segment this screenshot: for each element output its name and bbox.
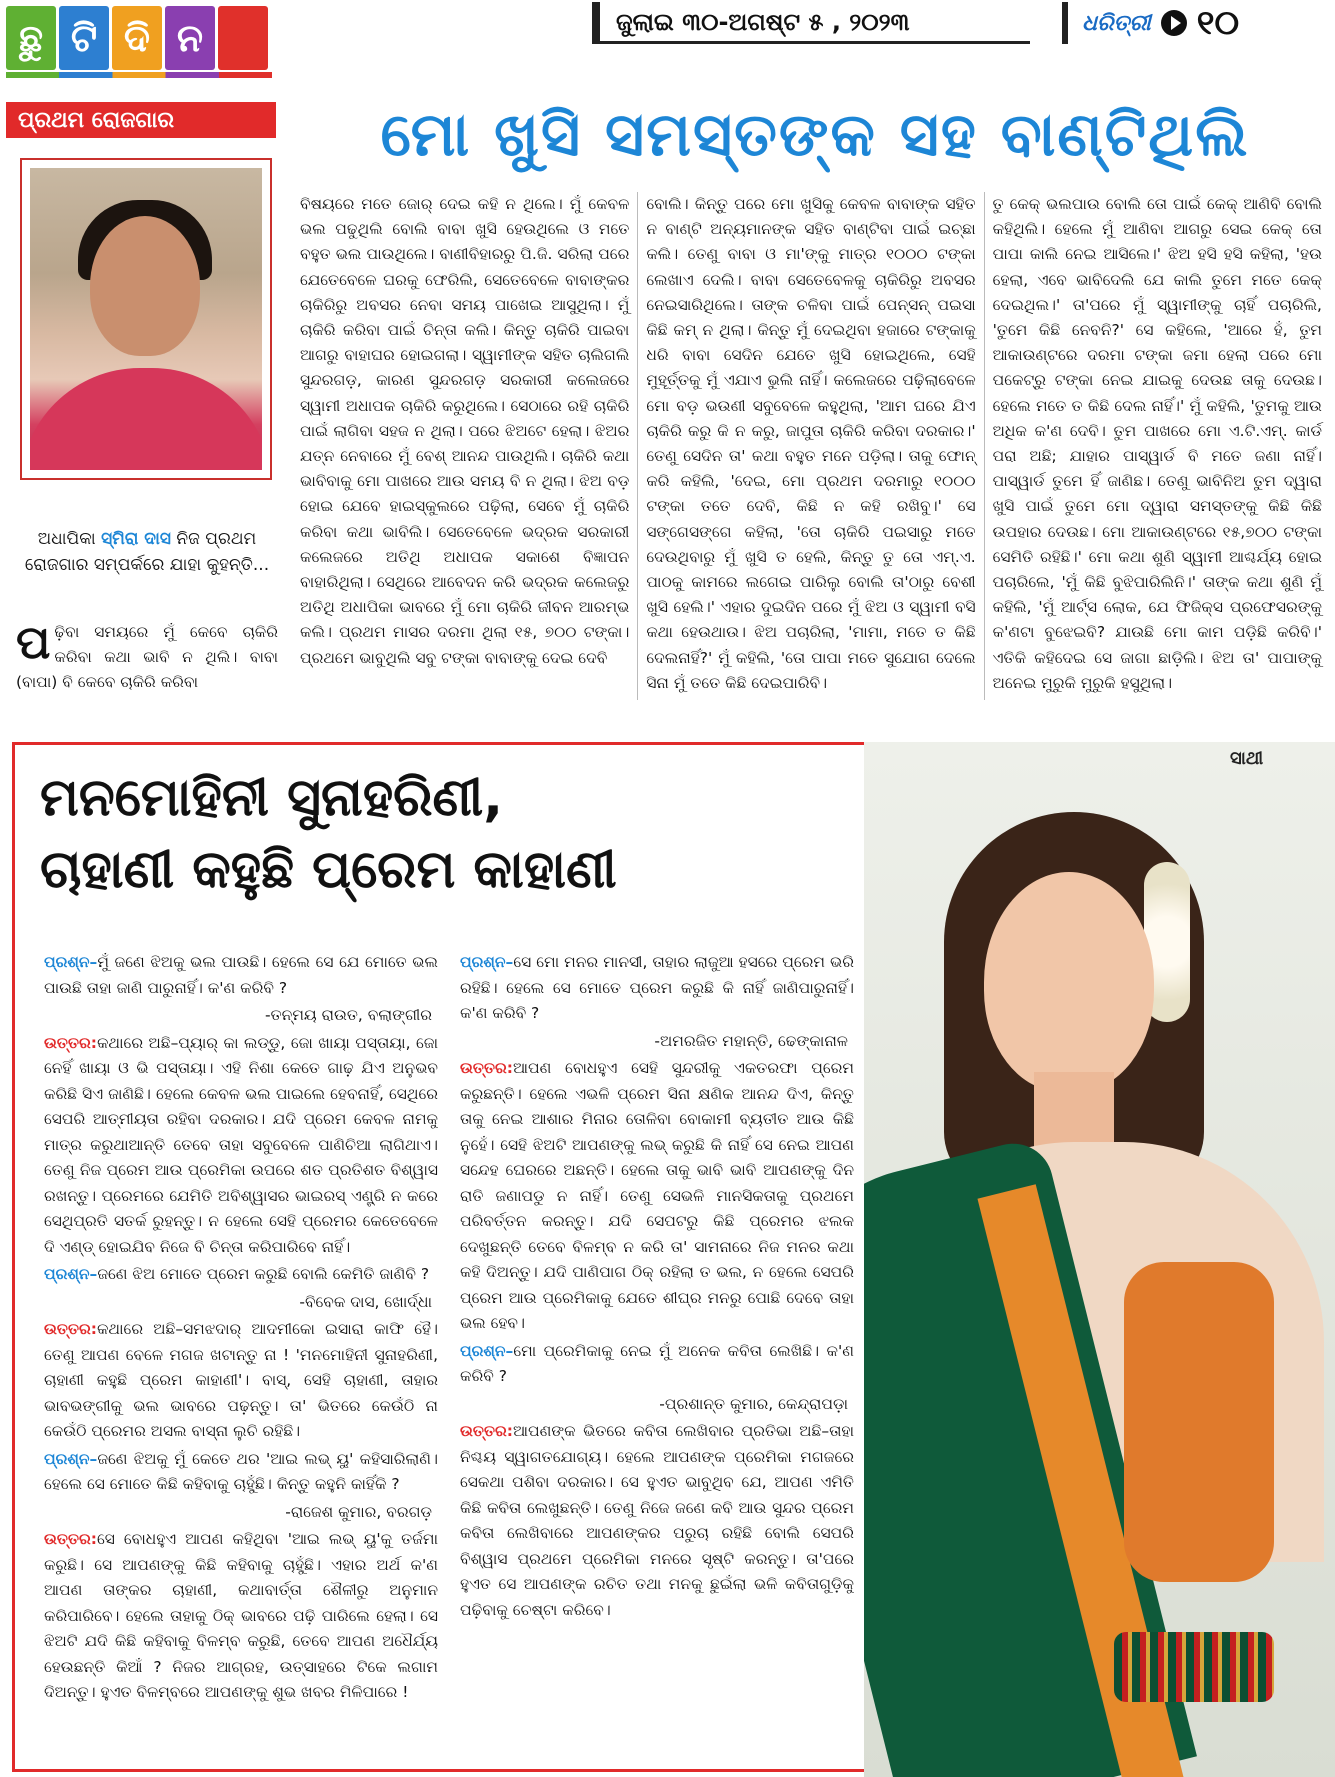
question	[44, 950, 438, 1001]
asker: -ରାଜେଶ କୁମାର, ବରଗଡ଼	[285, 1502, 432, 1521]
question	[44, 1447, 438, 1498]
qa-columns	[44, 950, 854, 1762]
page-number: ୧୦	[1196, 3, 1240, 43]
question-label: ପ୍ରଶ୍ନ–	[44, 953, 98, 971]
article-column-1: ବିଷୟରେ ମତେ ଜୋର୍ ଦେଇ କହି ନ ଥିଲେ। ମୁଁ କେବଳ ଭଲ ପଢୁଥିଲି ବୋଲି ବାବା ଖୁସି ହେଉଥିଲେ ଓ ମତେ ବହୁତ ଭଲ ପାଉଥିଲେ। ବାଣୀବିହାରରୁ ପି.ଜି. ସରିଲା ପରେ ଯେତେବେଳେ ଘରକୁ ଫେରିଲି, ସେତେବେଳେ ବାବାଙ୍କର ଚାକିରିରୁ ଅବସର ନେବା ସମୟ ପାଖେଇ ଆସୁଥିଲା। ମୁଁ ଚାକିରି କରିବା ପାଇଁ ଚିନ୍ତା କଲି। କିନ୍ତୁ ଚାକିରି ପାଇବା ଆଗରୁ ବାହାଘର ହୋଇଗଲା। ସ୍ୱାମୀଙ୍କ ସହିତ ଚାଲିଗଲି ସୁନ୍ଦରଗଡ଼, କାରଣ ସୁନ୍ଦରଗଡ଼ ସରକାରୀ କଲେଜରେ ସ୍ୱାମୀ ଅଧାପକ ଚାକିରି କରୁଥିଲେ। ସେଠାରେ ରହି ଚାକିରି ପାଇଁ ଲାଗିବା ସହଜ ନ ଥିଲା। ପରେ ଝିଅଟେ ହେଲା। ଝିଅର ଯତ୍ନ ନେବାରେ ମୁଁ ବେଶ୍ ଆନନ୍ଦ ପାଉଥିଲି। ଚାକିରି କଥା ଭାବିବାକୁ ମୋ ପାଖରେ ଆଉ ସମୟ ବି ନ ଥିଲା। ଝିଅ ବଡ଼ ହୋଇ ଯେବେ ହାଇସ୍କୁଲରେ ପଢ଼ିଲା, ସେବେ ମୁଁ ଚାକିରି କରିବା କଥା ଭାବିଲି। ସେତେବେଳେ ଭଦ୍ରକ ସରକାରୀ କଲେଜରେ ଅତିଥି ଅଧାପକ ସକାଶେ ବିଜ୍ଞାପନ ବାହାରିଥିଲା। ସେଥିରେ ଆବେଦନ କରି ଭଦ୍ରକ କଲେଜରୁ ଅତିଥି ଅଧାପିକା ଭାବରେ ମୁଁ ମୋ ଚାକିରି ଜୀବନ ଆରମ୍ଭ କଲି। ପ୍ରଥମ ମାସର ଦରମା ଥିଲା ୧୫, ୭୦୦ ଟଙ୍କା। ପ୍ରଥମେ ଭାବୁଥିଲି ସବୁ ଟଙ୍କା ବାବାଙ୍କୁ ଦେଇ ଦେବି	[300, 195, 630, 667]
question-text: ଜଣେ ଝିଅକୁ ମୁଁ କେତେ ଥର 'ଆଇ ଲଭ୍ ୟୁ' କହିସାରିଲାଣି। ହେଲେ ସେ ମୋତେ କିଛି କହିବାକୁ ଚାହୁଁଛି। କିନ୍ତୁ କହୁନି କାହିଁକି ?	[44, 1449, 438, 1493]
logo-letter-4: ନ	[165, 6, 215, 70]
caption-pre: ଅଧାପିକା	[37, 529, 102, 549]
logo-underline	[6, 72, 272, 78]
answer-label: ଉତ୍ତର:	[460, 1422, 513, 1440]
question-label: ପ୍ରଶ୍ନ–	[460, 1341, 514, 1360]
feature-headline-line1: ମନମୋହିନୀ ସୁନାହରିଣୀ,	[40, 768, 503, 828]
question-text: ମୋ ପ୍ରେମିକାକୁ ନେଇ ମୁଁ ଅନେକ କବିତା ଲେଖିଛି। କ'ଣ କରିବି ?	[460, 1341, 854, 1385]
section-logo	[6, 6, 268, 70]
answer	[44, 1317, 438, 1445]
question	[44, 1262, 438, 1288]
question-text: ମୁଁ ଜଣେ ଝିଅକୁ ଭଲ ପାଉଛି। ହେଲେ ସେ ଯେ ମୋତେ ଭଲ ପାଉଛି ତାହା ଜାଣି ପାରୁନାହିଁ। କ'ଣ କରିବି ?	[44, 953, 438, 997]
top-article-columns	[292, 192, 1330, 700]
model-face	[984, 872, 1154, 1092]
answer-text: କଥାରେ ଅଛି–ପ୍ୟାର୍ କା ଲଡ୍ଡୁ, ଜୋ ଖାୟା ପସ୍ତାୟା, ଜୋ ନେହିଁ ଖାୟା ଓ ଭି ପସ୍ତାୟା। ଏହି ନିଶା କେତେ ଗାଢ଼ ଯିଏ ଅନୁଭବ କରିଛି ସିଏ ଜାଣିଛି। ହେଲେ କେବଳ ଭଲ ପାଇଲେ ହେବନାହିଁ, ସେଥିରେ ସେପରି ଆତ୍ମୀୟତା ରହିବା ଦରକାର। ଯଦି ପ୍ରେମ କେବଳ ନାମକୁ ମାତ୍ର କରୁଥାଆନ୍ତି ତେବେ ତାହା ସବୁବେଳେ ପାଣିଚିଆ ଲାଗିଥାଏ। ତେଣୁ ନିଜ ପ୍ରେମ ଆଉ ପ୍ରେମିକା ଉପରେ ଶତ ପ୍ରତିଶତ ବିଶ୍ୱାସ ରଖନ୍ତୁ। ପ୍ରେମରେ ଯେମିତି ଅବିଶ୍ୱାସର ଭାଇରସ୍ ଏଣ୍ଟ୍ରି ନ କରେ ସେଥିପ୍ରତି ସତର୍କ ରୁହନ୍ତୁ। ନ ହେଲେ ସେହି ପ୍ରେମର କେତେବେଳେ ଦି ଏଣ୍ଡ୍ ହୋଇଯିବ ନିଜେ ବି ଚିନ୍ତା କରିପାରିବେ ନାହିଁ।	[44, 1033, 438, 1256]
question	[460, 950, 854, 1027]
play-icon	[1161, 10, 1187, 36]
author-photo	[20, 158, 272, 480]
logo-letter-2: ଟି	[59, 6, 109, 70]
photo-caption	[20, 526, 274, 578]
caption-author-name: ସ୍ମିରା ଦାସ	[101, 529, 171, 549]
logo-letter-1: ଛୁ	[6, 6, 56, 70]
qa-column-1	[44, 950, 438, 1762]
answer-text: ଆପଣଙ୍କ ଭିତରେ କବିତା ଲେଖିବାର ପ୍ରତିଭା ଅଛି–ତାହା ନିଶ୍ଚୟ ସ୍ୱାଗତଯୋଗ୍ୟ। ହେଲେ ଆପଣଙ୍କ ପ୍ରେମିକା ମଗଜରେ ସେକଥା ପଶିବା ଦରକାର। ସେ ହୁଏତ ଭାବୁଥିବ ଯେ, ଆପଣ ଏମିତି କିଛି କବିତା ଲେଖୁଛନ୍ତି। ତେଣୁ ନିଜେ ଜଣେ କବି ଆଉ ସୁନ୍ଦର ପ୍ରେମ କବିତା ଲେଖିବାରେ ଆପଣଙ୍କର ପରୁଚା ରହିଛି ବୋଲି ସେପରି ବିଶ୍ୱାସ ପ୍ରଥମେ ପ୍ରେମିକା ମନରେ ସୃଷ୍ଟି କରନ୍ତୁ। ତା'ପରେ ହୁଏତ ସେ ଆପଣଙ୍କ ରଚିତ ତଥା ମନକୁ ଛୁଇଁଲା ଭଳି କବିତାଗୁଡ଼ିକୁ ପଢ଼ିବାକୁ ଚେଷ୍ଟା କରିବେ।	[460, 1422, 854, 1619]
section-label: ପ୍ରଥମ ରୋଜଗାର	[6, 102, 276, 138]
photo-face	[90, 216, 200, 356]
question-label: ପ୍ରଶ୍ନ–	[44, 1449, 98, 1468]
model-sleeve	[1124, 1262, 1274, 1582]
answer-label: ଉତ୍ତର:	[44, 1033, 97, 1052]
question-label: ପ୍ରଶ୍ନ–	[460, 953, 514, 971]
brand-name: ଧରିତ୍ରୀ	[1082, 10, 1151, 36]
article-column-2: ବୋଲି। କିନ୍ତୁ ପରେ ମୋ ଖୁସିକୁ କେବଳ ବାବାଙ୍କ ସହିତ ନ ବାଣ୍ଟି ଅନ୍ୟମାନଙ୍କ ସହିତ ବାଣ୍ଟିବା ପାଇଁ ଇଚ୍ଛା କଲି। ତେଣୁ ବାବା ଓ ମା'ଙ୍କୁ ମାତ୍ର ୧୦୦୦ ଟଙ୍କା ଲେଖାଏ ଦେଲି। ବାବା ସେତେବେଳକୁ ଚାକିରିରୁ ଅବସର ନେଇସାରିଥିଲେ। ତାଙ୍କ ଚଳିବା ପାଇଁ ପେନ୍ସନ୍ ପଇସା କିଛି କମ୍ ନ ଥିଲା। କିନ୍ତୁ ମୁଁ ଦେଇଥିବା ହଜାରେ ଟଙ୍କାକୁ ଧରି ବାବା ସେଦିନ ଯେତେ ଖୁସି ହୋଇଥିଲେ, ସେହି ମୁହୂର୍ତ୍ତକୁ ମୁଁ ଏଯାଏ ଭୁଲି ନାହିଁ। କଲେଜରେ ପଢ଼ିଲାବେଳେ ମୋ ବଡ଼ ଭଉଣୀ ସବୁବେଳେ କହୁଥିଲା, 'ଆମ ଘରେ ଯିଏ ଚାକିରି କରୁ କି ନ କରୁ, ଜାପୁତା ଚାକିରି କରିବା ଦରକାର।' ତେଣୁ ସେଦିନ ତା' କଥା ବହୁତ ମନେ ପଡ଼ିଲା। ତାକୁ ଫୋନ୍ କରି କହିଲି, 'ଦେଇ, ମୋ ପ୍ରଥମ ଦରମାରୁ ୧୦୦୦ ଟଙ୍କା ତତେ ଦେବି, କିଛି ନ କହି ରଖିବୁ।' ସେ ସଙ୍ଗେସଙ୍ଗେ କହିଲା, 'ତୋ ଚାକିରି ପଇସାରୁ ମତେ ଦେଉଥିବାରୁ ମୁଁ ଖୁସି ତ ହେଲି, କିନ୍ତୁ ତୁ ତୋ ଏମ୍.ଏ. ପାଠକୁ କାମରେ ଲଗେଇ ପାରିଲୁ ବୋଲି ତା'ଠାରୁ ବେଶୀ ଖୁସି ହେଲି।' ଏହାର ଦୁଇଦିନ ପରେ ମୁଁ ଝିଅ ଓ ସ୍ୱାମୀ ବସି କଥା ହେଉଥାଉ। ଝିଅ ପଚାରିଲା, 'ମାମା, ମତେ ତ କିଛି ଦେଲନାହିଁ?' ମୁଁ କହିଲି, 'ତୋ ପାପା ମତେ ସୁଯୋଗ ଦେଲେ ସିନା ମୁଁ ତତେ କିଛି ଦେଇପାରିବି।	[637, 192, 983, 700]
feature-headline	[40, 762, 840, 906]
asker: -ପ୍ରଶାନ୍ତ କୁମାର, କେନ୍ଦ୍ରାପଡ଼ା	[659, 1394, 848, 1413]
lead-paragraph	[16, 615, 278, 695]
feature-headline-line2: ଚାହାଣୀ କହୁଛି ପ୍ରେମ କାହାଣୀ	[40, 840, 617, 900]
photo-credit: ସାଥୀ	[1230, 748, 1264, 769]
asker: -ଅମରଜିତ ମହାନ୍ତି, ଢେଙ୍କାନାଳ	[654, 1031, 848, 1050]
answer	[460, 1056, 854, 1337]
lead-text: ଢ଼ିବା ସମୟରେ ମୁଁ କେବେ ଚାକିରି କରିବା କଥା ଭାବି ନ ଥିଲି। ବାବା (ବାପା) ବି କେବେ ଚାକିରି କରିବା	[16, 623, 278, 691]
article-column-3: ତୁ କେକ୍ ଭଲପାଉ ବୋଲି ତୋ ପାଇଁ କେକ୍ ଆଣିବି ବୋଲି କହିଥିଲି। ହେଲେ ମୁଁ ଆଣିବା ଆଗରୁ ସେଇ କେକ୍ ତୋ ପାପା କାଲି ନେଇ ଆସିଲେ।' ଝିଅ ହସି ହସି କହିଲା, 'ହଉ ହେଲା, ଏବେ ଭାବିଦେଲି ଯେ କାଲି ତୁମେ ମତେ କେକ୍ ଦେଇଥିଲ।' ତା'ପରେ ମୁଁ ସ୍ୱାମୀଙ୍କୁ ଚାହିଁ ପଚାରିଲି, 'ତୁମେ କିଛି ନେବନି?' ସେ କହିଲେ, 'ଆରେ ହଁ, ତୁମ ଆକାଉଣ୍ଟରେ ଦରମା ଟଙ୍କା ଜମା ହେଲା ପରେ ମୋ ପକେଟ୍‌ରୁ ଟଙ୍କା ନେଇ ଯାଇକୁ ଦେଉଛ ତାକୁ ଦେଉଛ। ହେଲେ ମତେ ତ କିଛି ଦେଲ ନାହିଁ।' ମୁଁ କହିଲି, 'ତୁମକୁ ଆଉ ଅଧିକ କ'ଣ ଦେବି। ତୁମ ପାଖରେ ମୋ ଏ.ଟି.ଏମ୍. କାର୍ଡ ପରା ଅଛି; ଯାହାର ପାସ୍‌ୱାର୍ଡ ବି ମତେ ଜଣା ନାହିଁ। ପାସ୍‌ୱାର୍ଡ ତୁମେ ହିଁ ଜାଣିଛ। ତେଣୁ ଭାବିନିଅ ତୁମ ଦ୍ୱାରା ଖୁସି ପାଇଁ ତୁମେ ମୋ ଦ୍ୱାରା ସମସ୍ତଙ୍କୁ କିଛି କିଛି ଉପହାର ଦେଉଛ। ମୋ ଆକାଉଣ୍ଟରେ ୧୫,୭୦୦ ଟଙ୍କା ସେମିତି ରହିଛି।' ମୋ କଥା ଶୁଣି ସ୍ୱାମୀ ଆଶ୍ଚର୍ଯ୍ୟ ହୋଇ ପଚାରିଲେ, 'ମୁଁ କିଛି ବୁଝିପାରିଲିନି।' ତାଙ୍କ କଥା ଶୁଣି ମୁଁ କହିଲି, 'ମୁଁ ଆର୍ଟ୍ସ ଲୋକ, ଯେ ଫିଜିକ୍ସ ପ୍ରଫେସରଙ୍କୁ କ'ଣଟା ବୁଝେଇବି? ଯାଉଛି ମୋ କାମ ପଡ଼ିଛି କରିବି।' ଏତିକି କହିଦେଇ ସେ ଜାଗା ଛାଡ଼ିଲି। ଝିଅ ତା' ପାପାଙ୍କୁ ଅନେଇ ମୁରୁକି ମୁରୁକି ହସୁଥିଲା।	[984, 192, 1330, 700]
issue-date: ଜୁଲାଇ ୩୦-ଅଗଷ୍ଟ ୫ , ୨୦୨୩	[592, 2, 1030, 44]
logo-letter-3: ଦି	[112, 6, 162, 70]
answer-text: ଆପଣ ବୋଧହୁଏ ସେହି ସୁନ୍ଦରୀକୁ ଏକତରଫା ପ୍ରେମ କରୁଛନ୍ତି। ହେଲେ ଏଭଳି ପ୍ରେମ ସିନା କ୍ଷଣିକ ଆନନ୍ଦ ଦିଏ, କିନ୍ତୁ ତାକୁ ନେଇ ଆଶାର ମିନାର ତୋଳିବା ବୋକାମୀ ବ୍ୟତୀତ ଆଉ କିଛି ନୁହେଁ। ସେହି ଝିଅଟି ଆପଣଙ୍କୁ ଲଭ୍ କରୁଛି କି ନାହିଁ ସେ ନେଇ ଆପଣ ସନ୍ଦେହ ଘେରରେ ଅଛନ୍ତି। ହେଲେ ତାକୁ ଭାବି ଭାବି ଆପଣଙ୍କୁ ଦିନ ରାତି ଜଣାପଡୁ ନ ନାହିଁ। ତେଣୁ ସେଭଳି ମାନସିକତାକୁ ପ୍ରଥମେ ପରିବର୍ତ୍ତନ କରନ୍ତୁ। ଯଦି ସେପଟରୁ କିଛି ପ୍ରେମର ଝଲକ ଦେଖୁଛନ୍ତି ତେବେ ବିଳମ୍ବ ନ କରି ତା' ସାମନାରେ ନିଜ ମନର କଥା କହି ଦିଅନ୍ତୁ। ଯଦି ପାଣିପାଗ ଠିକ୍ ରହିଲା ତ ଭଲ, ନ ହେଲେ ସେପରି ପ୍ରେମ ଆଉ ପ୍ରେମିକାକୁ ଯେତେ ଶୀଘ୍ର ମନରୁ ପୋଛି ଦେବେ ତାହା ଭଲ ହେବ।	[460, 1059, 854, 1332]
question-label: ପ୍ରଶ୍ନ–	[44, 1265, 98, 1283]
answer	[44, 1527, 438, 1706]
answer-label: ଉତ୍ତର:	[44, 1530, 97, 1548]
qa-column-2	[460, 950, 854, 1762]
answer-text: କଥାରେ ଅଛି–ସମଝଦାର୍ ଆଦମୀକୋ ଇସାରା କାଫି ହୈ। ତେଣୁ ଆପଣ ବେଳେ ମଗଜ ଖଟାନ୍ତୁ ନା ! 'ମନମୋହିନୀ ସୁନାହରିଣୀ, ଚାହାଣୀ କହୁଛି ପ୍ରେମ କାହାଣୀ'। ବାସ୍, ସେହି ଚାହାଣୀ, ତାହାର ଭାବଭଙ୍ଗୀକୁ ଭଲ ଭାବରେ ପଢ଼ନ୍ତୁ। ତା' ଭିତରେ କେଉଁଠି ନା କେଉଁଠି ପ୍ରେମର ଅସଲ ବାସ୍ନା ଲୁଚି ରହିଛି।	[44, 1320, 438, 1440]
photo-body	[30, 368, 262, 470]
answer-text: ସେ ବୋଧହୁଏ ଆପଣ କହିଥିବା 'ଆଇ ଲଭ୍ ୟୁ'କୁ ତର୍ଜମା କରୁଛି। ସେ ଆପଣଙ୍କୁ କିଛି କହିବାକୁ ଚାହୁଁଛି। ଏହାର ଅର୍ଥ କ'ଣ ଆପଣ ତାଙ୍କର ଚାହାଣୀ, କଥାବାର୍ତ୍ତା ଶୈଳୀରୁ ଅନୁମାନ କରିପାରିବେ। ହେଲେ ତାହାକୁ ଠିକ୍ ଭାବରେ ପଢ଼ି ପାରିଲେ ହେଲା। ସେ ଝିଅଟି ଯଦି କିଛି କହିବାକୁ ବିଳମ୍ବ କରୁଛି, ତେବେ ଆପଣ ଅଧୈର୍ଯ୍ୟ ହେଉଛନ୍ତି କିଆଁ ? ନିଜର ଆଗ୍ରହ, ଉତ୍ସାହରେ ଟିକେ ଲଗାମ ଦିଅନ୍ତୁ। ହୁଏତ ବିଳମ୍ବରେ ଆପଣଙ୍କୁ ଶୁଭ ଖବର ମିଳିପାରେ !	[44, 1530, 438, 1701]
answer-label: ଉତ୍ତର:	[44, 1320, 97, 1338]
masthead	[0, 0, 1335, 92]
dropcap: ପ	[16, 615, 51, 669]
answer	[460, 1419, 854, 1623]
logo-letter-5	[218, 6, 268, 70]
question-text: ସେ ମୋ ମନର ମାନସୀ, ତାହାର ଲାଜୁଆ ହସରେ ପ୍ରେମ ଭରି ରହିଛି। ହେଲେ ସେ ମୋତେ ପ୍ରେମ କରୁଛି କି ନାହିଁ ଜାଣିପାରୁନାହିଁ। କ'ଣ କରିବି ?	[460, 953, 854, 1022]
asker: -ତନ୍ମୟ ରାଉତ, ବଲାଙ୍ଗୀର	[265, 1006, 432, 1024]
asker: -ବିବେକ ଦାସ, ଖୋର୍ଦ୍ଧା	[299, 1292, 432, 1311]
question-text: ଜଣେ ଝିଅ ମୋତେ ପ୍ରେମ କରୁଛି ବୋଲି କେମିତି ଜାଣିବି ?	[97, 1265, 430, 1283]
top-headline: ମୋ ଖୁସି ସମସ୍ତଙ୍କ ସହ ବାଣ୍ଟିଥିଲି	[380, 100, 1250, 170]
caption-post: ନିଜ ପ୍ରଥମ ରୋଜଗାର ସମ୍ପର୍କରେ ଯାହା କୁହନ୍ତି...	[24, 529, 270, 575]
answer-label: ଉତ୍ତର:	[460, 1059, 513, 1077]
model-photo	[864, 742, 1335, 1777]
author-photo-image	[30, 168, 262, 470]
brand-box	[1062, 2, 1332, 44]
answer	[44, 1031, 438, 1261]
model-bangles	[1114, 1632, 1274, 1702]
question	[460, 1339, 854, 1390]
